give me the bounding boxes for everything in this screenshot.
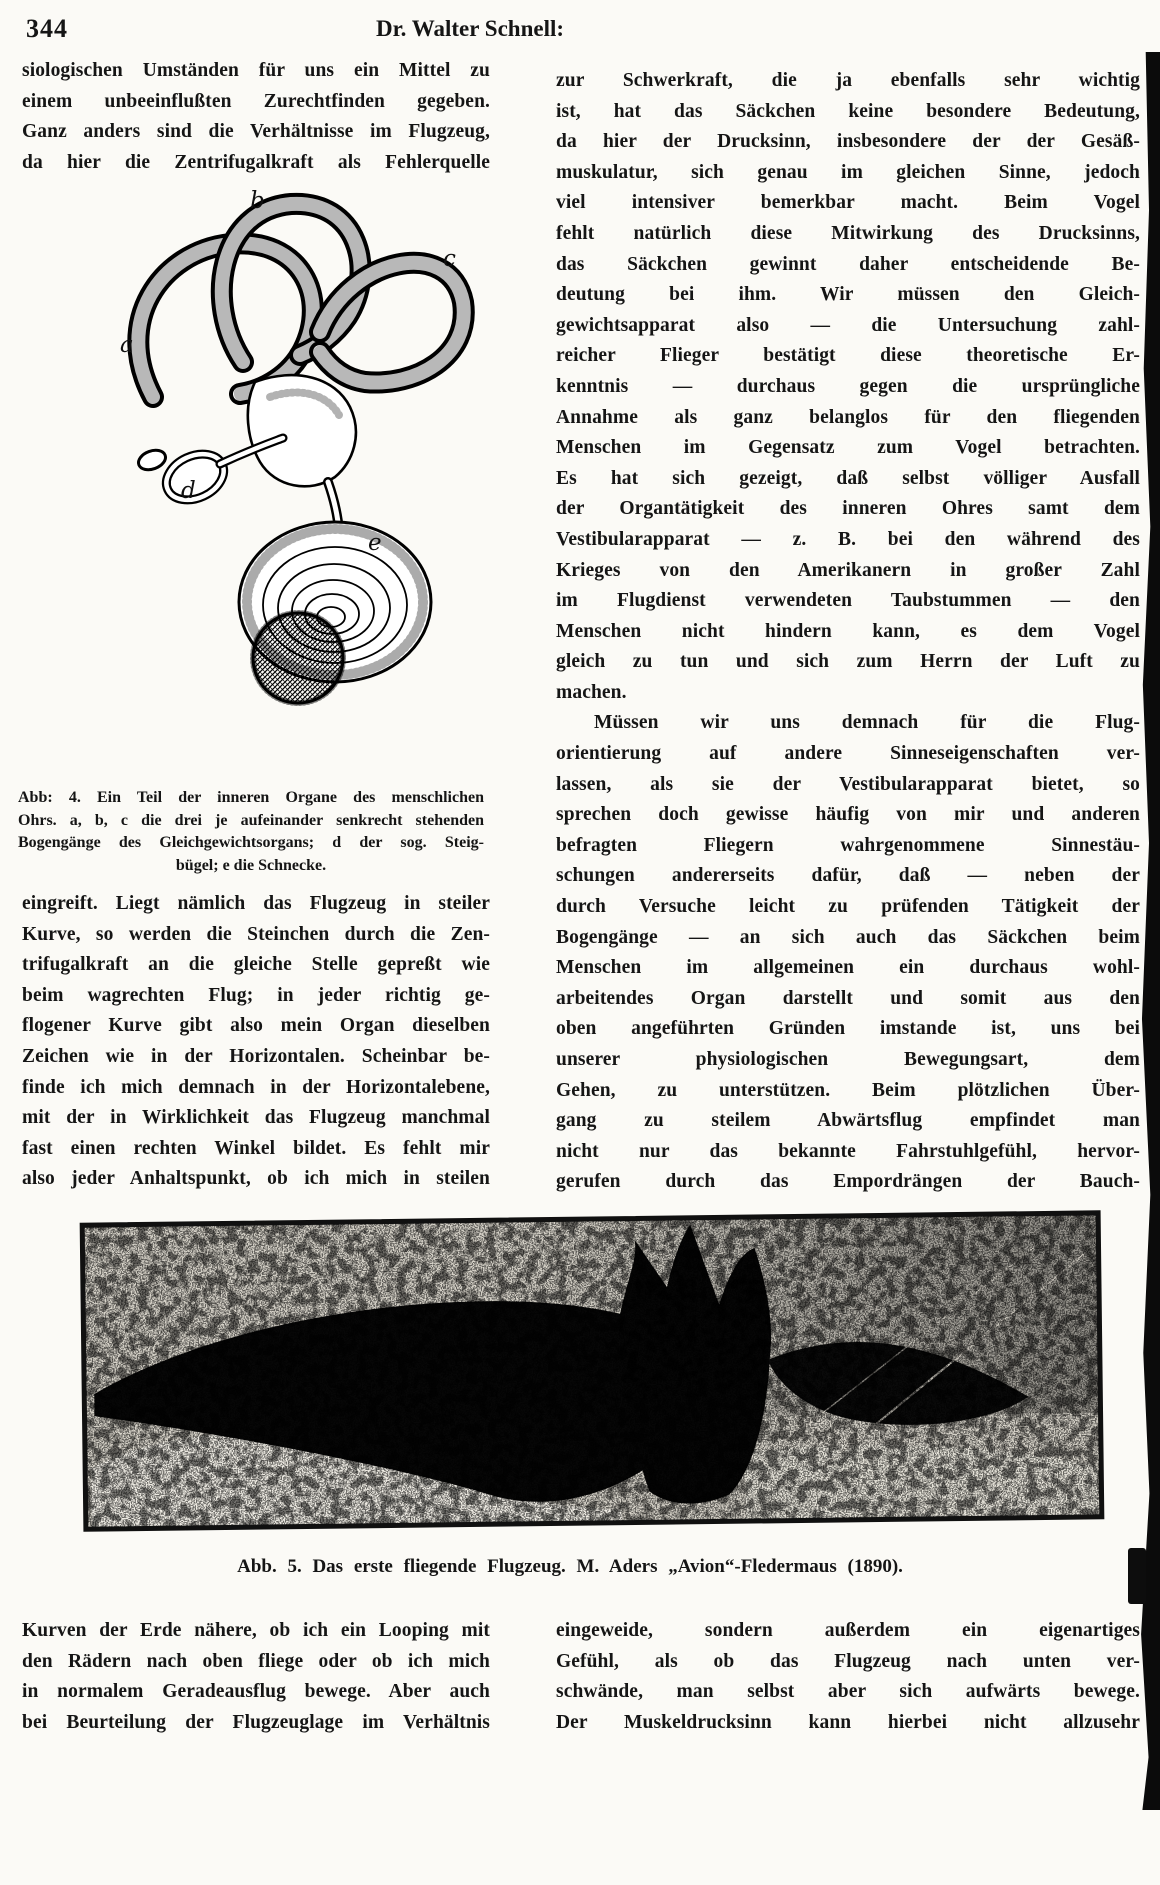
figure-4-inner-ear-illustration: [95, 182, 475, 782]
text-line: den Rädern nach oben fliege oder ob ich mich: [22, 1650, 490, 1672]
text-line: gleich zu tun und sich zum Herrn der Luft zu: [556, 651, 1140, 673]
left-column-paragraph-2: [22, 889, 490, 1195]
text-line: gang zu steilem Abwärtsflug empfindet man: [556, 1110, 1140, 1132]
text-line: Menschen im allgemeinen ein durchaus wohl-: [556, 957, 1140, 979]
figure-4-label-d: d: [181, 478, 196, 504]
text-line: durch Versuche leicht zu prüfenden Tätigkeit der: [556, 896, 1140, 918]
text-line: unserer physiologischen Bewegungsart, dem: [556, 1049, 1140, 1070]
text-line: Vestibularapparat — z. B. bei den während des: [556, 528, 1140, 550]
text-line: kenntnis — durchaus gegen die ursprüngliche: [556, 375, 1140, 397]
text-line: einem unbeeinflußten Zurechtfinden gegeben.: [22, 90, 490, 112]
page-number: 344: [26, 14, 68, 43]
figure-4-label-b: b: [250, 188, 265, 214]
text-line: Gehen, zu unterstützen. Beim plötzlichen Über-: [556, 1079, 1140, 1101]
text-line: Menschen nicht hindern kann, es dem Vogel: [556, 620, 1140, 642]
right-column-bottom-paragraph: [556, 1616, 1140, 1738]
scan-gutter-artifact: [1138, 52, 1160, 1810]
text-line: Bogengänge — an sich auch das Säckchen beim: [556, 926, 1140, 948]
figure-5-caption: Abb. 5. Das erste fliegende Flugzeug. M. Aders „Avion“-Fledermaus (1890).: [237, 1556, 903, 1577]
text-line: Menschen im Gegensatz zum Vogel betrachten.: [556, 437, 1140, 459]
text-line: Annahme als ganz belanglos für den fliegenden: [556, 406, 1140, 428]
running-header: Dr. Walter Schnell:: [375, 16, 565, 41]
right-column-paragraph-1: [556, 66, 1140, 708]
text-line: viel intensiver bemerkbar macht. Beim Vogel: [556, 192, 1140, 214]
caption-line: Ohrs. a, b, c die drei je aufeinander senkrecht stehenden: [18, 811, 484, 829]
text-line: fast einen rechten Winkel bildet. Es fehlt mir: [22, 1137, 490, 1159]
text-line: muskulatur, sich genau im gleichen Sinne, jedoch: [556, 161, 1140, 183]
scan-ink-blot-artifact: [1128, 1548, 1146, 1604]
text-line: flogener Kurve gibt also mein Organ dieselben: [22, 1015, 490, 1037]
text-line: lassen, als sie der Vestibularapparat bietet, so: [556, 773, 1140, 795]
text-line: arbeitendes Organ darstellt und somit aus den: [556, 987, 1140, 1009]
figure-4-label-c: c: [443, 246, 456, 272]
caption-line: Abb: 4. Ein Teil der inneren Organe des menschlichen: [18, 789, 484, 806]
text-line: beim wagrechten Flug; in jeder richtig ge-: [22, 984, 490, 1006]
text-line: sprechen doch gewisse häufig von mir und anderen: [556, 804, 1140, 826]
left-column-paragraph-1: [22, 56, 490, 178]
figure-4-label-e: e: [368, 530, 382, 556]
text-line: Zeichen wie in der Horizontalen. Scheinbar be-: [22, 1045, 490, 1067]
caption-line: Bogengänge des Gleichgewichtsorgans; d der sog. Steig-: [18, 834, 484, 851]
text-line: finde ich mich demnach in der Horizontalebene,: [22, 1076, 490, 1098]
text-line: gerufen durch das Empordrängen der Bauch-: [556, 1171, 1140, 1193]
text-line: Müssen wir uns demnach für die Flug-: [594, 712, 1140, 734]
text-line: schungen andererseits dafür, daß — neben der: [556, 865, 1140, 887]
caption-line: bügel; e die Schnecke.: [175, 856, 327, 874]
text-line: schwände, man selbst aber sich aufwärts bewege.: [556, 1681, 1140, 1703]
text-line: Ganz anders sind die Verhältnisse im Flugzeug,: [22, 121, 490, 143]
text-line: Der Muskeldrucksinn kann hierbei nicht allzusehr: [556, 1711, 1140, 1733]
text-line: das Säckchen gewinnt daher entscheidende Be-: [556, 253, 1140, 275]
text-line: fehlt natürlich diese Mitwirkung des Drucksinns,: [556, 222, 1140, 244]
text-line: reicher Flieger bestätigt diese theoretische Er-: [556, 345, 1140, 367]
text-line: Kurve, so werden die Steinchen durch die Zen-: [22, 923, 490, 945]
text-line: Kurven der Erde nähere, ob ich ein Looping mit: [22, 1620, 490, 1641]
text-line: ist, hat das Säckchen keine besondere Bedeutung,: [556, 100, 1140, 122]
text-line: in normalem Geradeausflug bewege. Aber auch: [22, 1681, 490, 1703]
right-column: [556, 66, 1140, 1198]
text-line: da hier der Drucksinn, insbesondere der der Gesäß-: [556, 131, 1140, 153]
text-line: also jeder Anhaltspunkt, ob ich mich in steilen: [22, 1168, 490, 1190]
text-line: nicht nur das bekannte Fahrstuhlgefühl, hervor-: [556, 1140, 1140, 1162]
text-line: eingreift. Liegt nämlich das Flugzeug in steiler: [22, 893, 490, 914]
figure-4-caption: [18, 787, 484, 877]
text-line: orientierung auf andere Sinneseigenschaften ver-: [556, 743, 1140, 765]
left-column-bottom-paragraph: [22, 1616, 490, 1738]
text-line: befragten Fliegern wahrgenommene Sinnestäu-: [556, 834, 1140, 856]
text-line: eingeweide, sondern außerdem ein eigenartiges: [556, 1620, 1140, 1641]
text-line: trifugalkraft an die gleiche Stelle gepreßt wie: [22, 954, 490, 976]
text-line: deutung bei ihm. Wir müssen den Gleich-: [556, 284, 1140, 306]
text-line: gewichtsapparat also — die Untersuchung zahl-: [556, 314, 1140, 336]
text-line: der Organtätigkeit des inneren Ohres samt dem: [556, 498, 1140, 520]
text-line: bei Beurteilung der Flugzeuglage im Verhältnis: [22, 1711, 490, 1733]
text-line: im Flugdienst verwendeten Taubstummen — den: [556, 590, 1140, 612]
text-line: Es hat sich gezeigt, daß selbst völliger Ausfall: [556, 467, 1140, 489]
text-line: mit der in Wirklichkeit das Flugzeug manchmal: [22, 1107, 490, 1129]
figure-4-label-a: a: [120, 332, 134, 358]
text-line: Gefühl, als ob das Flugzeug nach unten ver-: [556, 1650, 1140, 1672]
text-line: da hier die Zentrifugalkraft als Fehlerquelle: [22, 151, 490, 173]
text-line: Krieges von den Amerikanern in großer Zahl: [556, 559, 1140, 581]
text-line: siologischen Umständen für uns ein Mittel zu: [22, 60, 490, 81]
right-column-paragraph-2: [556, 708, 1140, 1198]
text-line: machen.: [556, 681, 627, 703]
figure-5-avion-photo: [78, 1204, 1108, 1539]
text-line: oben angeführten Gründen imstande ist, uns bei: [556, 1018, 1140, 1040]
text-line: zur Schwerkraft, die ja ebenfalls sehr wichtig: [556, 70, 1140, 91]
